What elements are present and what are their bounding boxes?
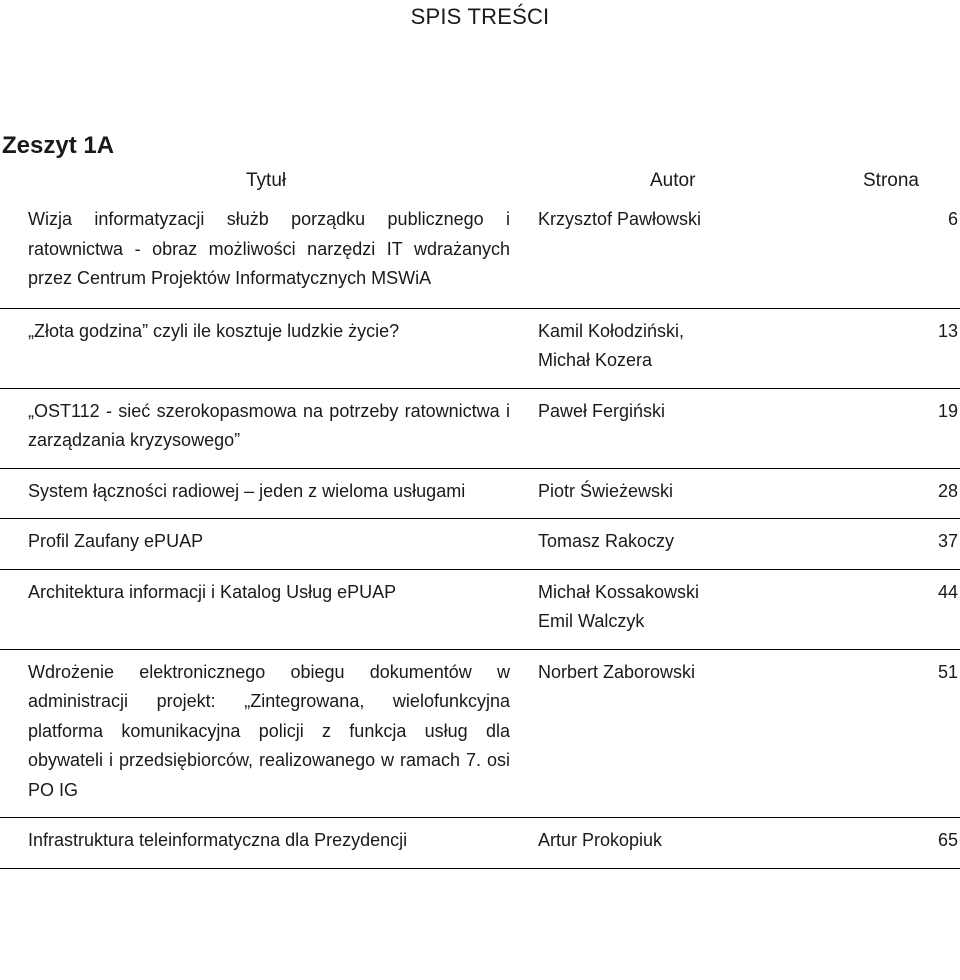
toc-row [0, 649, 960, 818]
entry-page: 13 [898, 308, 960, 388]
entry-page: 19 [898, 388, 960, 468]
toc-table [0, 200, 960, 869]
entry-author: Norbert Zaborowski [538, 661, 696, 682]
entry-authors [532, 388, 898, 468]
entry-authors [532, 468, 898, 519]
toc-row [0, 388, 960, 468]
entry-title: „Złota godzina” czyli ile kosztuje ludzkie życie? [0, 308, 532, 388]
entry-page: 37 [898, 519, 960, 570]
section-title: Zeszyt 1A [2, 132, 115, 159]
entry-authors [532, 200, 898, 308]
entry-author: Tomasz Rakoczy [538, 531, 675, 551]
entry-title: „OST112 - sieć szerokopasmowa na potrzeby ratownictwa i zarządzania kryzysowego” [0, 388, 532, 468]
entry-author: Michał Kozera [538, 350, 653, 370]
entry-title: Infrastruktura teleinformatyczna dla Prezydencji [0, 818, 532, 869]
entry-author: Krzysztof Pawłowski [538, 209, 702, 229]
entry-title: Profil Zaufany ePUAP [0, 519, 532, 570]
entry-author: Artur Prokopiuk [538, 830, 663, 850]
entry-page: 65 [898, 818, 960, 869]
entry-authors [532, 649, 898, 818]
entry-page: 44 [898, 569, 960, 649]
entry-authors [532, 308, 898, 388]
toc-row [0, 519, 960, 570]
toc-row [0, 569, 960, 649]
entry-authors [532, 818, 898, 869]
header-title-column: Tytuł [246, 170, 287, 191]
entry-title: Wizja informatyzacji służb porządku publicznego i ratownictwa - obraz możliwości narzędzi IT wdrażanych przez Centrum Projektów Informatycznych MSWiA [28, 209, 510, 288]
entry-title: Wdrożenie elektronicznego obiegu dokumentów w administracji projekt: „Zintegrowana, wielofunkcyjna platforma komunikacyjna policji z funkcja usług dla obywateli i przedsiębiorców, realizowanego w ramach 7. osi PO IG [0, 649, 532, 818]
toc-row [0, 468, 960, 519]
toc-row [0, 818, 960, 869]
entry-author: Emil Walczyk [538, 611, 645, 631]
entry-page: 51 [898, 649, 960, 818]
toc-row [0, 200, 960, 308]
entry-author: Piotr Świeżewski [538, 480, 674, 501]
page-title: SPIS TREŚCI [410, 4, 550, 29]
entry-author: Paweł Fergiński [538, 400, 666, 421]
entry-authors [532, 569, 898, 649]
entry-page: 6 [947, 209, 958, 229]
entry-title: System łączności radiowej – jeden z wieloma usługami [0, 468, 532, 519]
entry-author: Kamil Kołodziński, [538, 320, 685, 341]
toc-row [0, 308, 960, 388]
entry-page: 28 [898, 468, 960, 519]
header-author-column: Autor [650, 170, 696, 191]
entry-title: Architektura informacji i Katalog Usług ePUAP [0, 569, 532, 649]
entry-author: Michał Kossakowski [538, 581, 700, 602]
header-page-column: Strona [863, 170, 919, 191]
toc-header [0, 170, 960, 194]
entry-authors [532, 519, 898, 570]
